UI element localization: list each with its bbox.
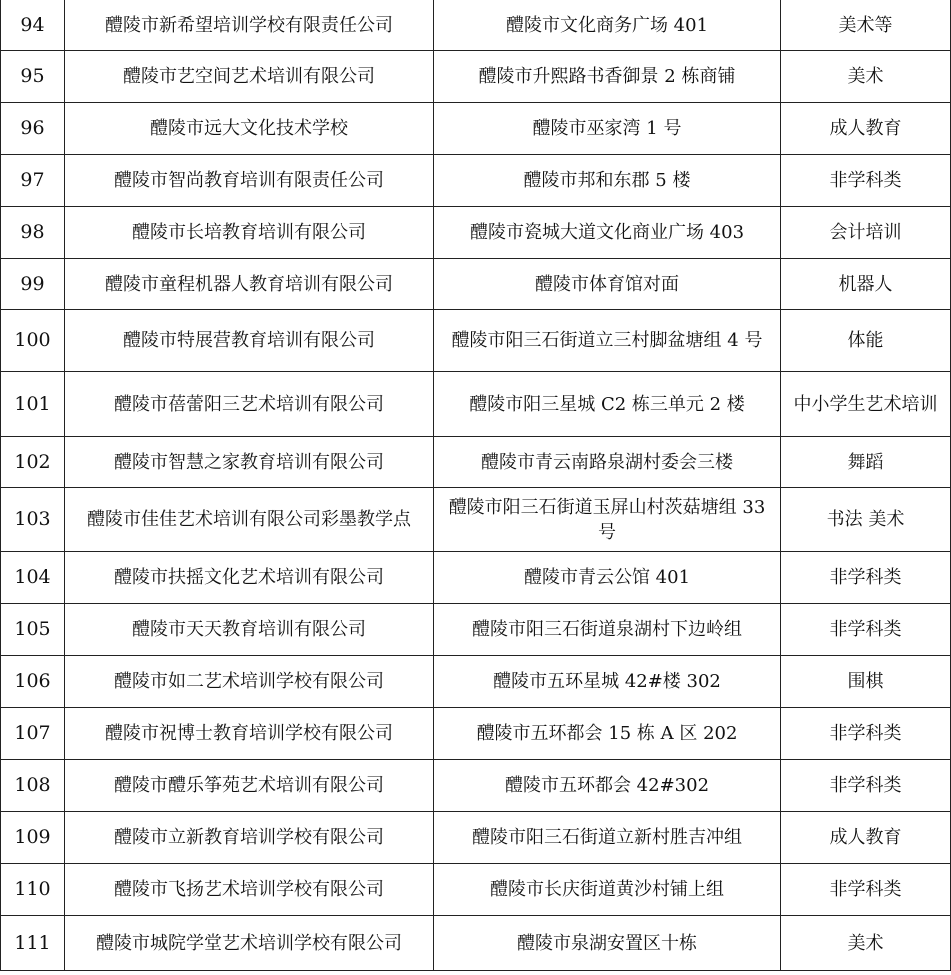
category-cell: 舞蹈 xyxy=(781,437,951,488)
address-cell: 醴陵市升熙路书香御景 2 栋商铺 xyxy=(434,51,781,103)
address-cell: 醴陵市阳三石街道玉屏山村茨菇塘组 33 号 xyxy=(434,488,781,552)
category-cell: 体能 xyxy=(781,310,951,372)
table-row xyxy=(1,552,951,604)
category-cell: 非学科类 xyxy=(781,155,951,207)
category-cell: 成人教育 xyxy=(781,103,951,155)
table-row xyxy=(1,864,951,916)
address-cell: 醴陵市体育馆对面 xyxy=(434,259,781,310)
row-number-cell: 110 xyxy=(1,864,65,916)
institution-name-cell: 醴陵市智慧之家教育培训有限公司 xyxy=(65,437,434,488)
institution-name-cell: 醴陵市醴乐筝苑艺术培训有限公司 xyxy=(65,760,434,812)
category-cell: 非学科类 xyxy=(781,760,951,812)
institution-name-cell: 醴陵市立新教育培训学校有限公司 xyxy=(65,812,434,864)
address-cell: 醴陵市巫家湾 1 号 xyxy=(434,103,781,155)
address-cell: 醴陵市长庆街道黄沙村铺上组 xyxy=(434,864,781,916)
table-row xyxy=(1,604,951,656)
address-cell: 醴陵市阳三星城 C2 栋三单元 2 楼 xyxy=(434,372,781,437)
row-number-cell: 95 xyxy=(1,51,65,103)
address-cell: 醴陵市青云公馆 401 xyxy=(434,552,781,604)
row-number-cell: 99 xyxy=(1,259,65,310)
table-row xyxy=(1,259,951,310)
row-number-cell: 102 xyxy=(1,437,65,488)
institution-name-cell: 醴陵市飞扬艺术培训学校有限公司 xyxy=(65,864,434,916)
address-cell: 醴陵市邦和东郡 5 楼 xyxy=(434,155,781,207)
table-row xyxy=(1,437,951,488)
table-row xyxy=(1,207,951,259)
table-row xyxy=(1,916,951,971)
address-cell: 醴陵市阳三石街道立新村胜吉冲组 xyxy=(434,812,781,864)
address-cell: 醴陵市五环星城 42#楼 302 xyxy=(434,656,781,708)
institution-name-cell: 醴陵市蓓蕾阳三艺术培训有限公司 xyxy=(65,372,434,437)
category-cell: 成人教育 xyxy=(781,812,951,864)
category-cell: 围棋 xyxy=(781,656,951,708)
row-number-cell: 111 xyxy=(1,916,65,971)
table-row xyxy=(1,708,951,760)
row-number-cell: 97 xyxy=(1,155,65,207)
institution-name-cell: 醴陵市佳佳艺术培训有限公司彩墨教学点 xyxy=(65,488,434,552)
row-number-cell: 108 xyxy=(1,760,65,812)
institution-name-cell: 醴陵市如二艺术培训学校有限公司 xyxy=(65,656,434,708)
table-row xyxy=(1,656,951,708)
category-cell: 美术 xyxy=(781,51,951,103)
address-cell: 醴陵市瓷城大道文化商业广场 403 xyxy=(434,207,781,259)
table-row xyxy=(1,0,951,51)
category-cell: 非学科类 xyxy=(781,864,951,916)
address-cell: 醴陵市文化商务广场 401 xyxy=(434,0,781,51)
institution-name-cell: 醴陵市祝博士教育培训学校有限公司 xyxy=(65,708,434,760)
row-number-cell: 94 xyxy=(1,0,65,51)
row-number-cell: 109 xyxy=(1,812,65,864)
institution-name-cell: 醴陵市特展营教育培训有限公司 xyxy=(65,310,434,372)
row-number-cell: 105 xyxy=(1,604,65,656)
row-number-cell: 101 xyxy=(1,372,65,437)
category-cell: 会计培训 xyxy=(781,207,951,259)
category-cell: 美术 xyxy=(781,916,951,971)
institution-name-cell: 醴陵市新希望培训学校有限责任公司 xyxy=(65,0,434,51)
institution-name-cell: 醴陵市长培教育培训有限公司 xyxy=(65,207,434,259)
row-number-cell: 107 xyxy=(1,708,65,760)
row-number-cell: 98 xyxy=(1,207,65,259)
address-cell: 醴陵市阳三石街道立三村脚盆塘组 4 号 xyxy=(434,310,781,372)
institution-name-cell: 醴陵市智尚教育培训有限责任公司 xyxy=(65,155,434,207)
table-row xyxy=(1,103,951,155)
address-cell: 醴陵市泉湖安置区十栋 xyxy=(434,916,781,971)
institution-name-cell: 醴陵市扶摇文化艺术培训有限公司 xyxy=(65,552,434,604)
institution-name-cell: 醴陵市远大文化技术学校 xyxy=(65,103,434,155)
address-cell: 醴陵市青云南路泉湖村委会三楼 xyxy=(434,437,781,488)
category-cell: 非学科类 xyxy=(781,708,951,760)
table-row xyxy=(1,51,951,103)
table-row xyxy=(1,488,951,552)
address-cell: 醴陵市五环都会 42#302 xyxy=(434,760,781,812)
institution-name-cell: 醴陵市天天教育培训有限公司 xyxy=(65,604,434,656)
address-cell: 醴陵市阳三石街道泉湖村下边岭组 xyxy=(434,604,781,656)
category-cell: 美术等 xyxy=(781,0,951,51)
table-row xyxy=(1,760,951,812)
row-number-cell: 96 xyxy=(1,103,65,155)
category-cell: 中小学生艺术培训 xyxy=(781,372,951,437)
table-row xyxy=(1,372,951,437)
table-row xyxy=(1,155,951,207)
table-row xyxy=(1,310,951,372)
category-cell: 非学科类 xyxy=(781,552,951,604)
row-number-cell: 104 xyxy=(1,552,65,604)
row-number-cell: 106 xyxy=(1,656,65,708)
institution-name-cell: 醴陵市艺空间艺术培训有限公司 xyxy=(65,51,434,103)
row-number-cell: 100 xyxy=(1,310,65,372)
category-cell: 书法 美术 xyxy=(781,488,951,552)
category-cell: 非学科类 xyxy=(781,604,951,656)
table-row xyxy=(1,812,951,864)
row-number-cell: 103 xyxy=(1,488,65,552)
institution-name-cell: 醴陵市城院学堂艺术培训学校有限公司 xyxy=(65,916,434,971)
institution-name-cell: 醴陵市童程机器人教育培训有限公司 xyxy=(65,259,434,310)
address-cell: 醴陵市五环都会 15 栋 A 区 202 xyxy=(434,708,781,760)
category-cell: 机器人 xyxy=(781,259,951,310)
